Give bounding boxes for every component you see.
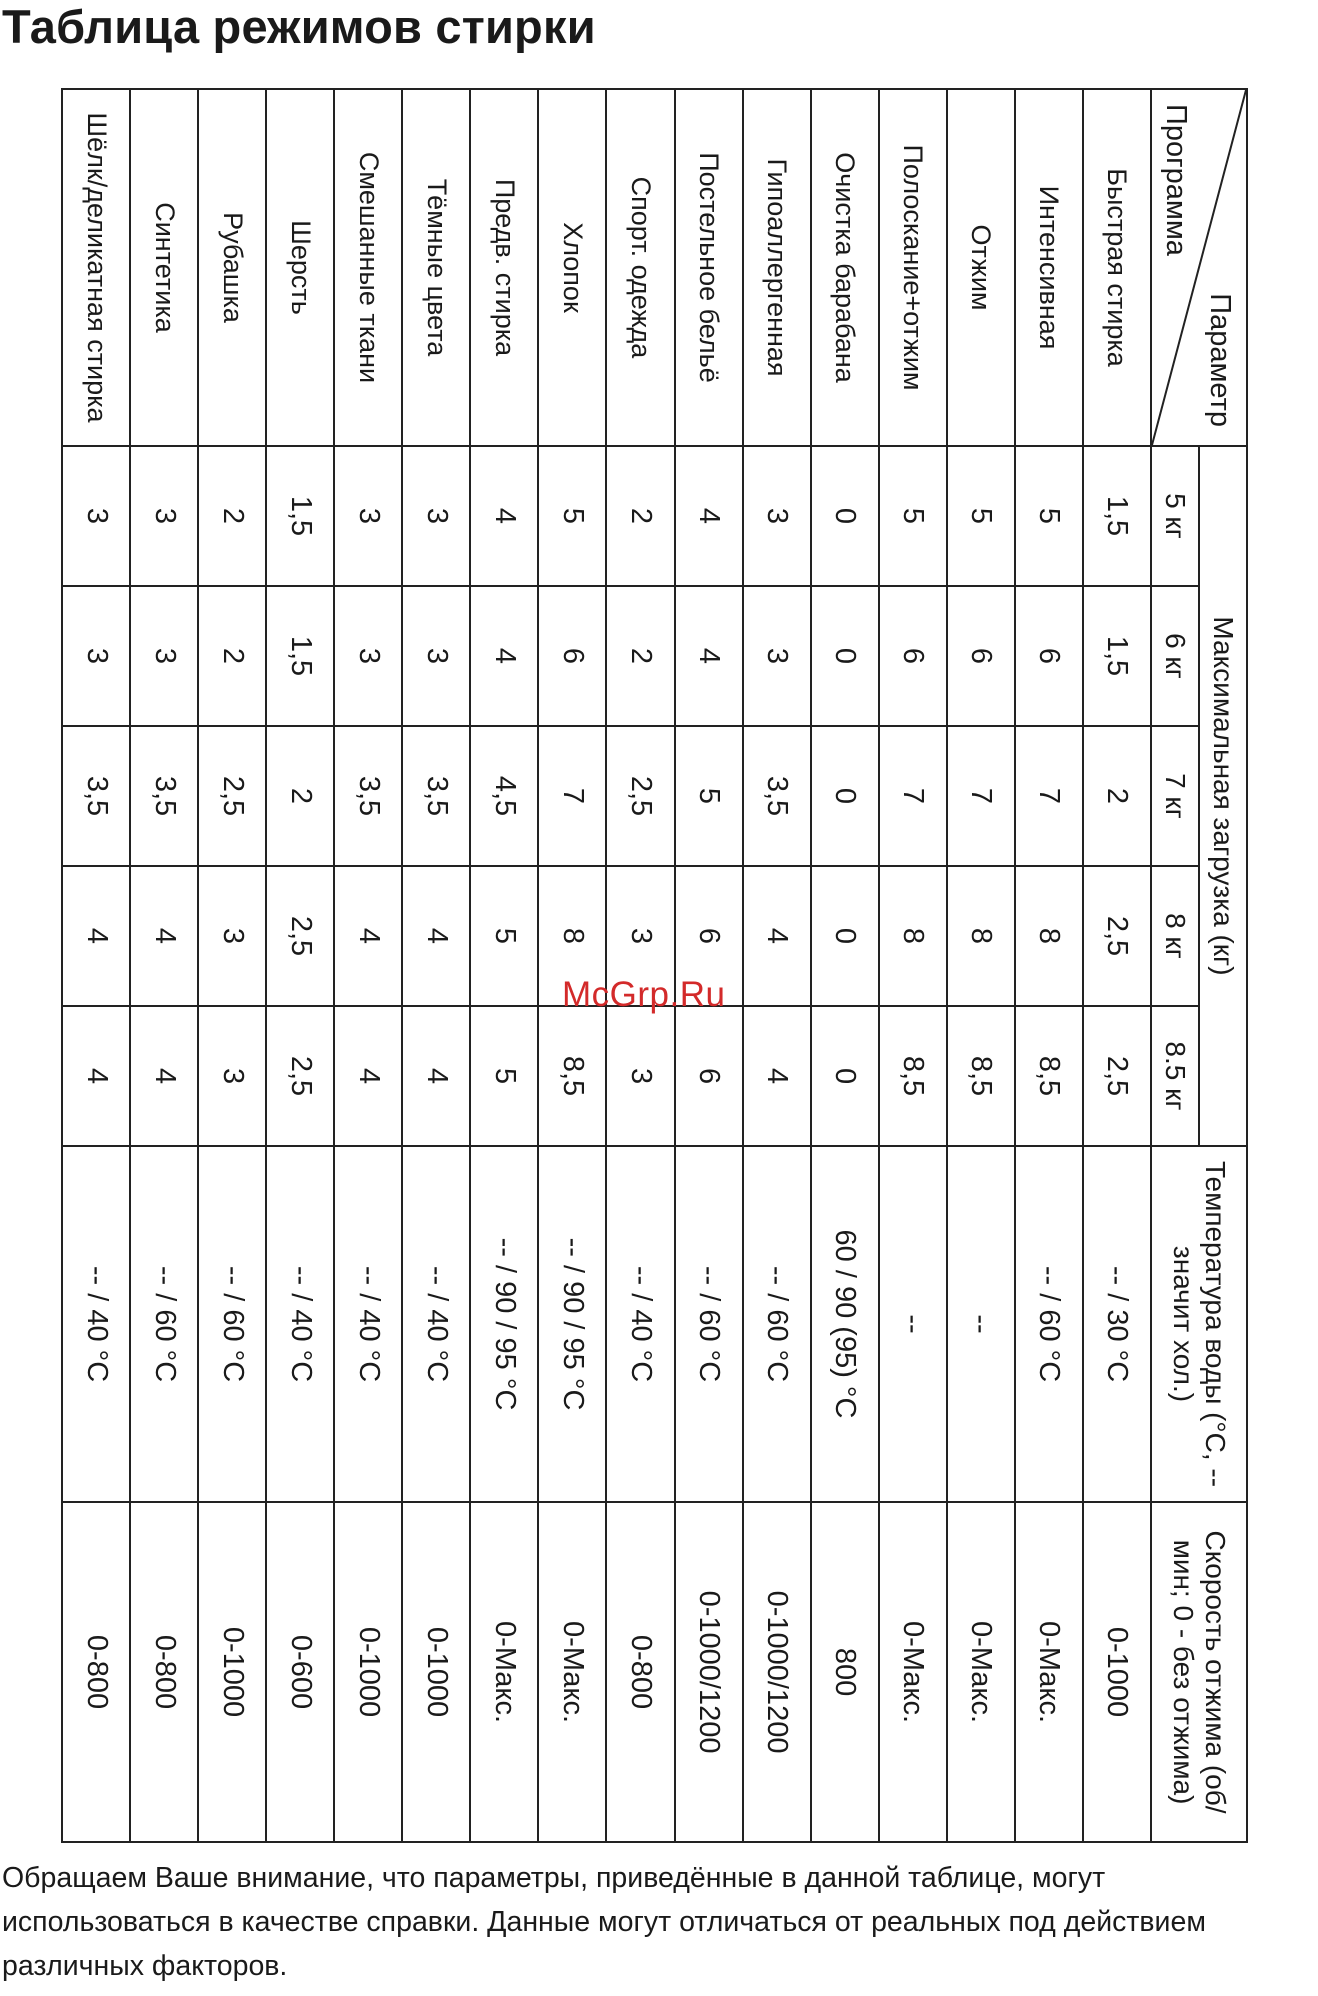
temp-cell: -- / 40 °С xyxy=(607,1146,675,1502)
load-cell: 4 xyxy=(402,866,470,1006)
speed-cell: 0-1000 xyxy=(1083,1502,1151,1842)
load-cell: 1,5 xyxy=(1083,586,1151,726)
table-row xyxy=(1015,89,1083,1842)
load-cell: 7 xyxy=(1015,726,1083,866)
table-row xyxy=(947,89,1015,1842)
load-cell: 2,5 xyxy=(607,726,675,866)
load-cell: 5 xyxy=(538,446,606,586)
program-cell: Очистка барабана xyxy=(811,89,879,446)
load-cell: 4 xyxy=(470,446,538,586)
program-cell: Рубашка xyxy=(198,89,266,446)
speed-cell: 0-Макс. xyxy=(470,1502,538,1842)
table-row xyxy=(1083,89,1151,1842)
load-cell: 8,5 xyxy=(879,1006,947,1146)
temp-cell: 60 / 90 (95) °С xyxy=(811,1146,879,1502)
table-row xyxy=(607,89,675,1842)
load-cell: 3 xyxy=(607,866,675,1006)
speed-cell: 0-600 xyxy=(266,1502,334,1842)
load-cell: 3 xyxy=(130,586,198,726)
load-cell: 2 xyxy=(266,726,334,866)
max-load-header: Максимальная загрузка (кг) xyxy=(1199,446,1247,1146)
load-cell: 2 xyxy=(198,586,266,726)
program-cell: Смешанные ткани xyxy=(334,89,402,446)
table-row xyxy=(879,89,947,1842)
speed-cell: 0-1000 xyxy=(334,1502,402,1842)
temp-cell: -- / 60 °С xyxy=(198,1146,266,1502)
program-cell: Предв. стирка xyxy=(470,89,538,446)
load-cell: 3 xyxy=(198,1006,266,1146)
load-cell: 8 xyxy=(1015,866,1083,1006)
load-cell: 6 xyxy=(1015,586,1083,726)
program-cell: Синтетика xyxy=(130,89,198,446)
load-cell: 4 xyxy=(334,866,402,1006)
load-cell: 3 xyxy=(334,586,402,726)
water-temp-header: Температура воды (°С, -- значит хол.) xyxy=(1151,1146,1247,1502)
load-cell: 0 xyxy=(811,1006,879,1146)
load-cell: 6 xyxy=(538,586,606,726)
temp-cell: -- / 60 °С xyxy=(743,1146,811,1502)
load-cell: 6 xyxy=(675,866,743,1006)
program-label: Программа xyxy=(1160,104,1192,256)
load-cell: 3 xyxy=(402,446,470,586)
load-cell: 3 xyxy=(743,446,811,586)
program-cell: Тёмные цвета xyxy=(402,89,470,446)
table-row xyxy=(743,89,811,1842)
load-cell: 8,5 xyxy=(947,1006,1015,1146)
load-col-header: 5 кг xyxy=(1151,446,1199,586)
temp-cell: -- / 90 / 95 °С xyxy=(538,1146,606,1502)
temp-cell: -- / 40 °С xyxy=(334,1146,402,1502)
temp-cell: -- / 60 °С xyxy=(130,1146,198,1502)
load-cell: 4 xyxy=(130,1006,198,1146)
load-cell: 6 xyxy=(675,1006,743,1146)
load-cell: 4 xyxy=(130,866,198,1006)
load-cell: 3,5 xyxy=(334,726,402,866)
load-cell: 2,5 xyxy=(1083,1006,1151,1146)
load-cell: 6 xyxy=(947,586,1015,726)
table-row xyxy=(130,89,198,1842)
load-cell: 8 xyxy=(879,866,947,1006)
table-row xyxy=(402,89,470,1842)
load-cell: 2 xyxy=(1083,726,1151,866)
program-cell: Отжим xyxy=(947,89,1015,446)
table-row xyxy=(266,89,334,1842)
speed-cell: 0-Макс. xyxy=(947,1502,1015,1842)
temp-cell: -- / 40 °С xyxy=(402,1146,470,1502)
load-cell: 8 xyxy=(947,866,1015,1006)
load-cell: 2,5 xyxy=(266,866,334,1006)
wash-modes-table-area xyxy=(61,88,1248,1841)
load-cell: 4 xyxy=(402,1006,470,1146)
load-cell: 2 xyxy=(607,586,675,726)
load-col-header: 8.5 кг xyxy=(1151,1006,1199,1146)
load-cell: 2 xyxy=(198,446,266,586)
load-cell: 4 xyxy=(743,866,811,1006)
temp-cell: -- / 60 °С xyxy=(675,1146,743,1502)
speed-cell: 0-1000/1200 xyxy=(675,1502,743,1842)
speed-cell: 0-1000/1200 xyxy=(743,1502,811,1842)
table-row xyxy=(62,89,130,1842)
table-row xyxy=(470,89,538,1842)
disclaimer-note: Обращаем Ваше внимание, что параметры, приведённые в данной таблице, могут использоваться в качестве справки. Данные могут отличаться от реальных под действием различных факторов. xyxy=(2,1862,1206,1982)
program-cell: Шерсть xyxy=(266,89,334,446)
load-cell: 7 xyxy=(538,726,606,866)
load-cell: 3 xyxy=(743,586,811,726)
wash-modes-table xyxy=(61,88,1248,1843)
speed-cell: 0-800 xyxy=(130,1502,198,1842)
load-cell: 8 xyxy=(538,866,606,1006)
program-cell: Интенсивная xyxy=(1015,89,1083,446)
temp-cell: -- / 90 / 95 °С xyxy=(470,1146,538,1502)
speed-cell: 0-800 xyxy=(607,1502,675,1842)
load-cell: 3 xyxy=(402,586,470,726)
load-cell: 5 xyxy=(947,446,1015,586)
temp-cell: -- xyxy=(879,1146,947,1502)
load-cell: 3 xyxy=(130,446,198,586)
load-cell: 4 xyxy=(470,586,538,726)
program-cell: Постельное бельё xyxy=(675,89,743,446)
load-cell: 5 xyxy=(470,1006,538,1146)
load-cell: 3,5 xyxy=(402,726,470,866)
load-cell: 0 xyxy=(811,446,879,586)
load-cell: 1,5 xyxy=(266,446,334,586)
load-cell: 3,5 xyxy=(62,726,130,866)
load-cell: 4 xyxy=(62,866,130,1006)
program-cell: Спорт. одежда xyxy=(607,89,675,446)
load-cell: 5 xyxy=(675,726,743,866)
load-cell: 0 xyxy=(811,866,879,1006)
load-cell: 2,5 xyxy=(198,726,266,866)
temp-cell: -- / 30 °С xyxy=(1083,1146,1151,1502)
load-cell: 3 xyxy=(607,1006,675,1146)
load-cell: 3 xyxy=(198,866,266,1006)
load-cell: 8,5 xyxy=(538,1006,606,1146)
load-cell: 8,5 xyxy=(1015,1006,1083,1146)
load-col-header: 6 кг xyxy=(1151,586,1199,726)
program-cell: Быстрая стирка xyxy=(1083,89,1151,446)
load-cell: 1,5 xyxy=(266,586,334,726)
speed-cell: 0-Макс. xyxy=(538,1502,606,1842)
temp-cell: -- xyxy=(947,1146,1015,1502)
load-cell: 0 xyxy=(811,586,879,726)
watermark: McGrp.Ru xyxy=(562,975,726,1014)
load-cell: 2,5 xyxy=(1083,866,1151,1006)
load-cell: 0 xyxy=(811,726,879,866)
load-cell: 4 xyxy=(675,446,743,586)
speed-cell: 0-1000 xyxy=(402,1502,470,1842)
load-cell: 4 xyxy=(334,1006,402,1146)
load-col-header: 8 кг xyxy=(1151,866,1199,1006)
temp-cell: -- / 40 °С xyxy=(266,1146,334,1502)
load-cell: 4 xyxy=(62,1006,130,1146)
load-cell: 5 xyxy=(879,446,947,586)
load-cell: 2 xyxy=(607,446,675,586)
table-row xyxy=(198,89,266,1842)
load-cell: 2,5 xyxy=(266,1006,334,1146)
program-cell: Полоскание+отжим xyxy=(879,89,947,446)
speed-cell: 800 xyxy=(811,1502,879,1842)
page-title: Таблица режимов стирки xyxy=(2,0,596,53)
load-cell: 3 xyxy=(334,446,402,586)
load-cell: 6 xyxy=(879,586,947,726)
load-cell: 5 xyxy=(470,866,538,1006)
temp-cell: -- / 60 °С xyxy=(1015,1146,1083,1502)
speed-cell: 0-Макс. xyxy=(1015,1502,1083,1842)
load-cell: 4,5 xyxy=(470,726,538,866)
load-col-header: 7 кг xyxy=(1151,726,1199,866)
load-cell: 5 xyxy=(1015,446,1083,586)
spin-speed-header: Скорость отжима (об/мин; 0 - без отжима) xyxy=(1151,1502,1247,1842)
load-cell: 3 xyxy=(62,586,130,726)
speed-cell: 0-Макс. xyxy=(879,1502,947,1842)
table-row xyxy=(811,89,879,1842)
load-cell: 4 xyxy=(743,1006,811,1146)
speed-cell: 0-800 xyxy=(62,1502,130,1842)
table-row xyxy=(334,89,402,1842)
program-cell: Шёлк/деликатная стирка xyxy=(62,89,130,446)
parameter-label: Параметр xyxy=(1204,293,1236,427)
load-cell: 3 xyxy=(62,446,130,586)
load-cell: 3,5 xyxy=(130,726,198,866)
speed-cell: 0-1000 xyxy=(198,1502,266,1842)
table-row xyxy=(538,89,606,1842)
program-cell: Гипоаллергенная xyxy=(743,89,811,446)
temp-cell: -- / 40 °С xyxy=(62,1146,130,1502)
header-corner-cell xyxy=(1151,89,1247,446)
program-cell: Хлопок xyxy=(538,89,606,446)
load-cell: 1,5 xyxy=(1083,446,1151,586)
load-cell: 3,5 xyxy=(743,726,811,866)
load-cell: 4 xyxy=(675,586,743,726)
load-cell: 7 xyxy=(879,726,947,866)
table-row xyxy=(675,89,743,1842)
load-cell: 7 xyxy=(947,726,1015,866)
